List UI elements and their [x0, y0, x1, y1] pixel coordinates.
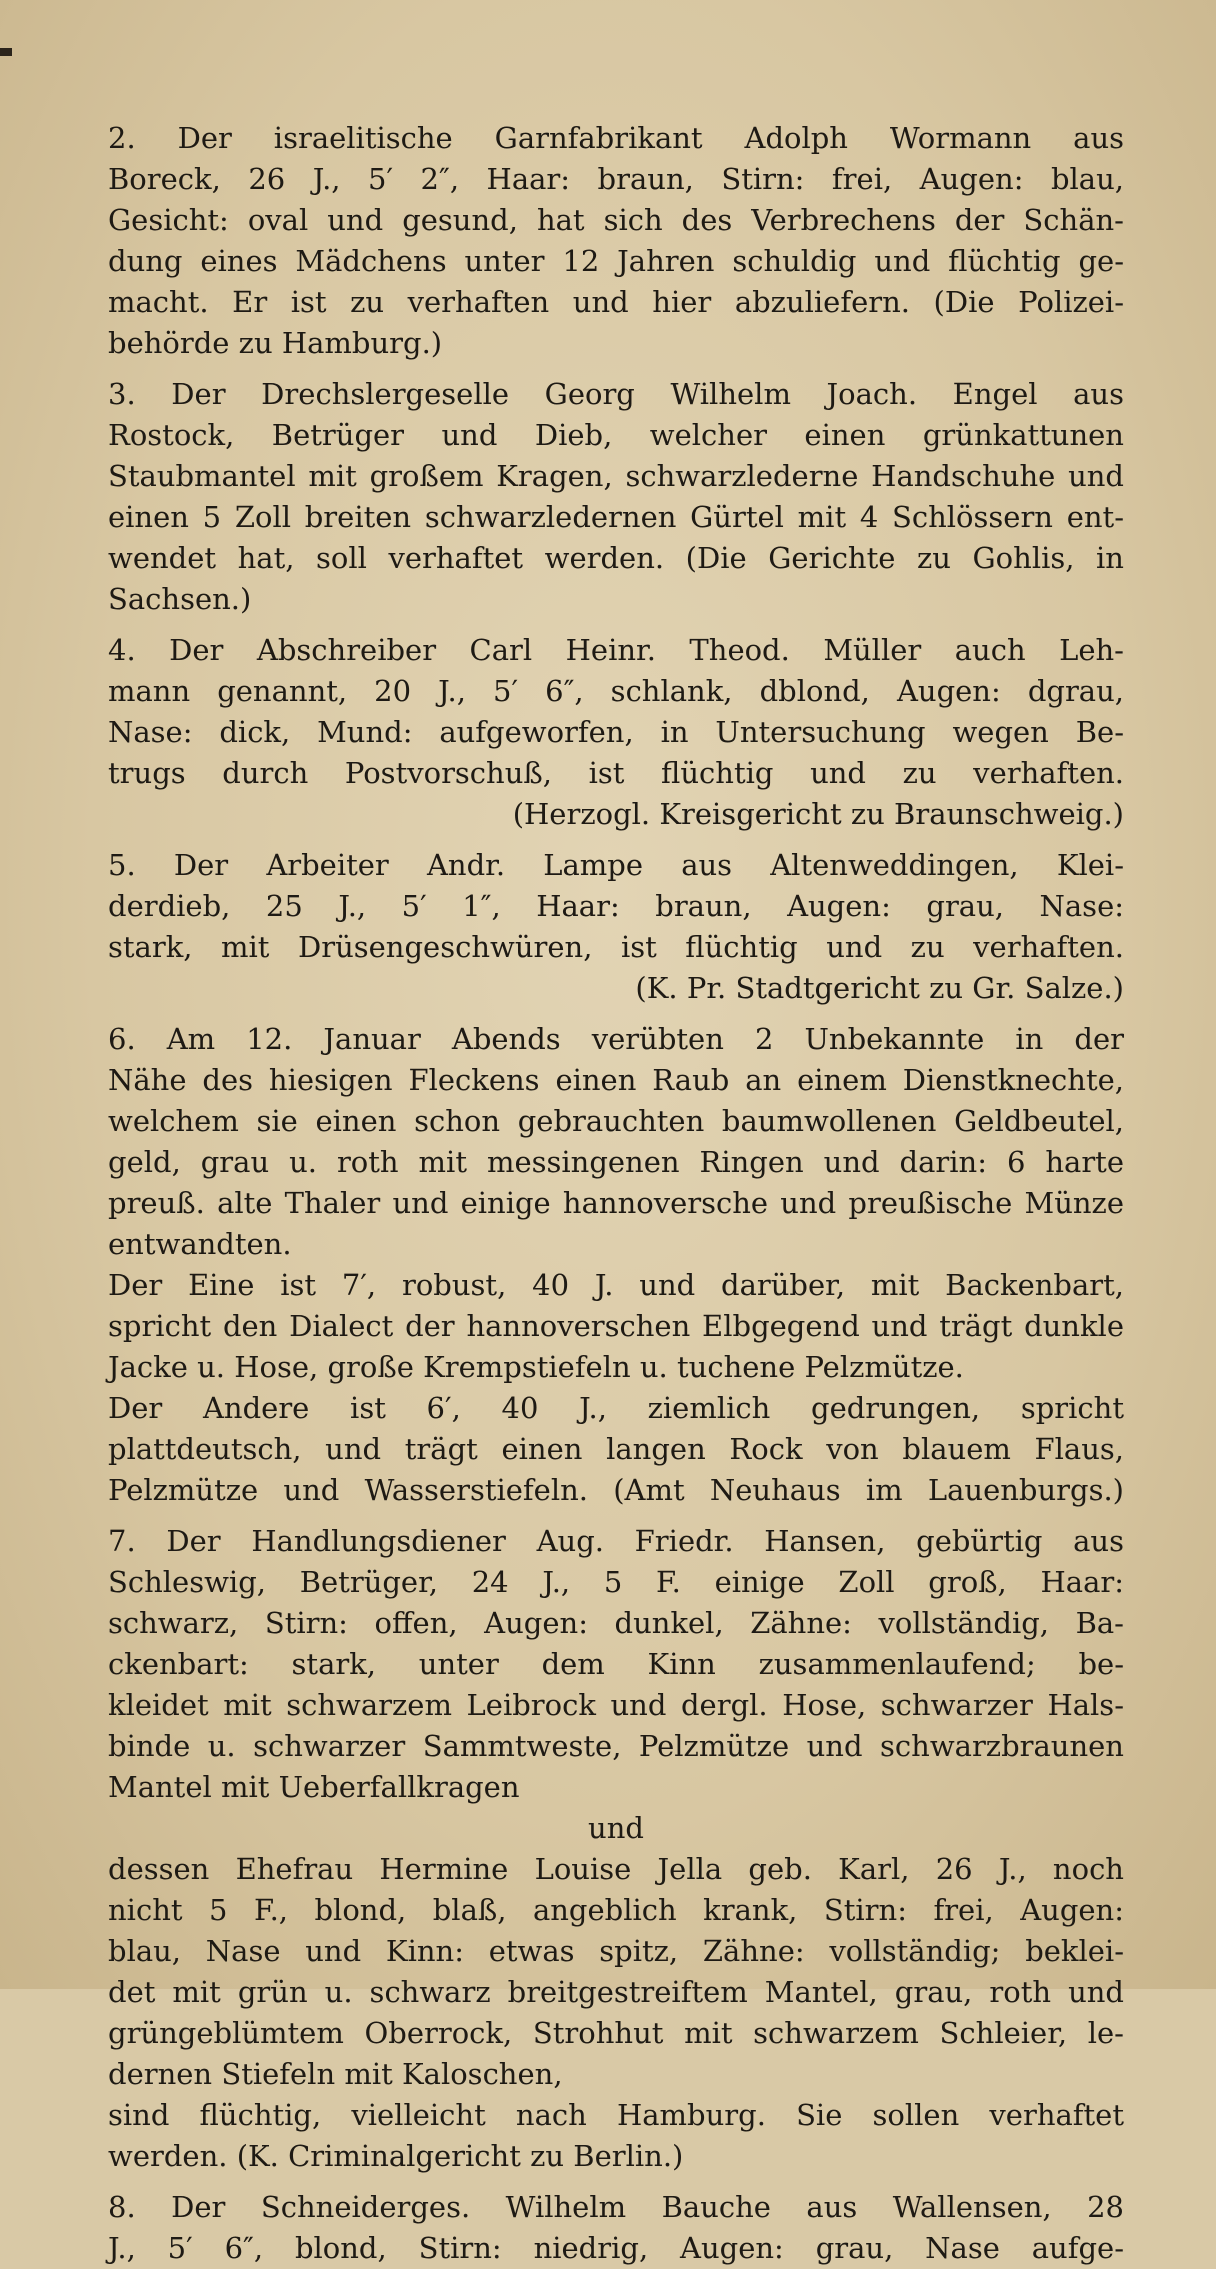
text-line: Mantel mit Ueberfallkragen — [108, 1770, 520, 1804]
text-line: 7. Der Handlungsdiener Aug. Friedr. Hansen, gebürtig aus — [108, 1524, 1124, 1558]
text-line: nicht 5 F., blond, blaß, angeblich krank, Stirn: frei, Augen: — [108, 1893, 1124, 1927]
text-line: mann genannt, 20 J., 5′ 6″, schlank, dblond, Augen: dgrau, — [108, 674, 1124, 708]
text-line: derdieb, 25 J., 5′ 1″, Haar: braun, Augen: grau, Nase: — [108, 889, 1124, 923]
text-line: 3. Der Drechslergeselle Georg Wilhelm Joach. Engel aus — [108, 377, 1124, 411]
text-line: 5. Der Arbeiter Andr. Lampe aus Altenweddingen, Klei- — [108, 848, 1124, 882]
text-line: 8. Der Schneiderges. Wilhelm Bauche aus Wallensen, 28 — [108, 2190, 1124, 2224]
text-line: Pelzmütze und Wasserstiefeln. (Amt Neuhaus im Lauenburgs.) — [108, 1473, 1124, 1507]
text-line: sind flüchtig, vielleicht nach Hamburg. Sie sollen verhaftet — [108, 2098, 1124, 2132]
text-line: werden. (K. Criminalgericht zu Berlin.) — [108, 2139, 684, 2173]
text-line: det mit grün u. schwarz breitgestreiftem Mantel, grau, roth und — [108, 1975, 1124, 2009]
text-line: dung eines Mädchens unter 12 Jahren schuldig und flüchtig ge- — [108, 244, 1124, 278]
text-line: plattdeutsch, und trägt einen langen Rock von blauem Flaus, — [108, 1432, 1124, 1466]
text-line: Der Eine ist 7′, robust, 40 J. und darüber, mit Backenbart, — [108, 1268, 1124, 1302]
text-line: Jacke u. Hose, große Krempstiefeln u. tuchene Pelzmütze. — [108, 1350, 964, 1384]
text-line: trugs durch Postvorschuß, ist flüchtig und zu verhaften. — [108, 756, 1124, 790]
entry-5 — [108, 845, 1124, 1009]
text-line: geld, grau u. roth mit messingenen Ringen und darin: 6 harte — [108, 1145, 1124, 1179]
entry-4 — [108, 630, 1124, 835]
text-line: behörde zu Hamburg.) — [108, 326, 443, 360]
text-line: spricht den Dialect der hannoverschen Elbgegend und trägt dunkle — [108, 1309, 1124, 1343]
text-line: Der Andere ist 6′, 40 J., ziemlich gedrungen, spricht — [108, 1391, 1124, 1425]
entry-8 — [108, 2187, 1124, 2269]
text-line: J., 5′ 6″, blond, Stirn: niedrig, Augen: grau, Nase aufge- — [108, 2231, 1124, 2265]
text-line: Sachsen.) — [108, 582, 252, 616]
entry-3 — [108, 374, 1124, 620]
text-line: Rostock, Betrüger und Dieb, welcher einen grünkattunen — [108, 418, 1124, 452]
entry-6 — [108, 1019, 1124, 1511]
text-line: Gesicht: oval und gesund, hat sich des Verbrechens der Schän- — [108, 203, 1124, 237]
text-line: entwandten. — [108, 1227, 292, 1261]
entry-2 — [108, 118, 1124, 364]
text-line: Boreck, 26 J., 5′ 2″, Haar: braun, Stirn: frei, Augen: blau, — [108, 162, 1124, 196]
text-line: 4. Der Abschreiber Carl Heinr. Theod. Müller auch Leh- — [108, 633, 1124, 667]
text-line: wendet hat, soll verhaftet werden. (Die Gerichte zu Gohlis, in — [108, 541, 1124, 575]
text-line: ckenbart: stark, unter dem Kinn zusammenlaufend; be- — [108, 1647, 1124, 1681]
text-line: kleidet mit schwarzem Leibrock und dergl. Hose, schwarzer Hals- — [108, 1688, 1124, 1722]
text-line: welchem sie einen schon gebrauchten baumwollenen Geldbeutel, — [108, 1104, 1124, 1138]
text-line: 6. Am 12. Januar Abends verübten 2 Unbekannte in der — [108, 1022, 1124, 1056]
conjunction-und: und — [588, 1811, 644, 1845]
text-line: schwarz, Stirn: offen, Augen: dunkel, Zähne: vollständig, Ba- — [108, 1606, 1124, 1640]
source-citation: (K. Pr. Stadtgericht zu Gr. Salze.) — [635, 971, 1124, 1005]
text-line: binde u. schwarzer Sammtweste, Pelzmütze und schwarzbraunen — [108, 1729, 1124, 1763]
entry-7 — [108, 1521, 1124, 2177]
text-line: 2. Der israelitische Garnfabrikant Adolph Wormann aus — [108, 121, 1124, 155]
text-line: blau, Nase und Kinn: etwas spitz, Zähne: vollständig; beklei- — [108, 1934, 1124, 1968]
text-line: stark, mit Drüsengeschwüren, ist flüchtig und zu verhaften. — [108, 930, 1124, 964]
margin-mark — [0, 48, 12, 56]
text-line: preuß. alte Thaler und einige hannoversche und preußische Münze — [108, 1186, 1124, 1220]
source-citation: (Herzogl. Kreisgericht zu Braunschweig.) — [512, 797, 1124, 831]
text-line: macht. Er ist zu verhaften und hier abzuliefern. (Die Polizei- — [108, 285, 1124, 319]
text-line: Schleswig, Betrüger, 24 J., 5 F. einige Zoll groß, Haar: — [108, 1565, 1124, 1599]
text-line: Nähe des hiesigen Fleckens einen Raub an einem Dienstknechte, — [108, 1063, 1124, 1097]
text-line: grüngeblümtem Oberrock, Strohhut mit schwarzem Schleier, le- — [108, 2016, 1124, 2050]
text-line: Staubmantel mit großem Kragen, schwarzlederne Handschuhe und — [108, 459, 1124, 493]
text-line: dernen Stiefeln mit Kaloschen, — [108, 2057, 563, 2091]
text-line: Nase: dick, Mund: aufgeworfen, in Untersuchung wegen Be- — [108, 715, 1124, 749]
text-line: einen 5 Zoll breiten schwarzledernen Gürtel mit 4 Schlössern ent- — [108, 500, 1124, 534]
text-line: dessen Ehefrau Hermine Louise Jella geb. Karl, 26 J., noch — [108, 1852, 1124, 1886]
